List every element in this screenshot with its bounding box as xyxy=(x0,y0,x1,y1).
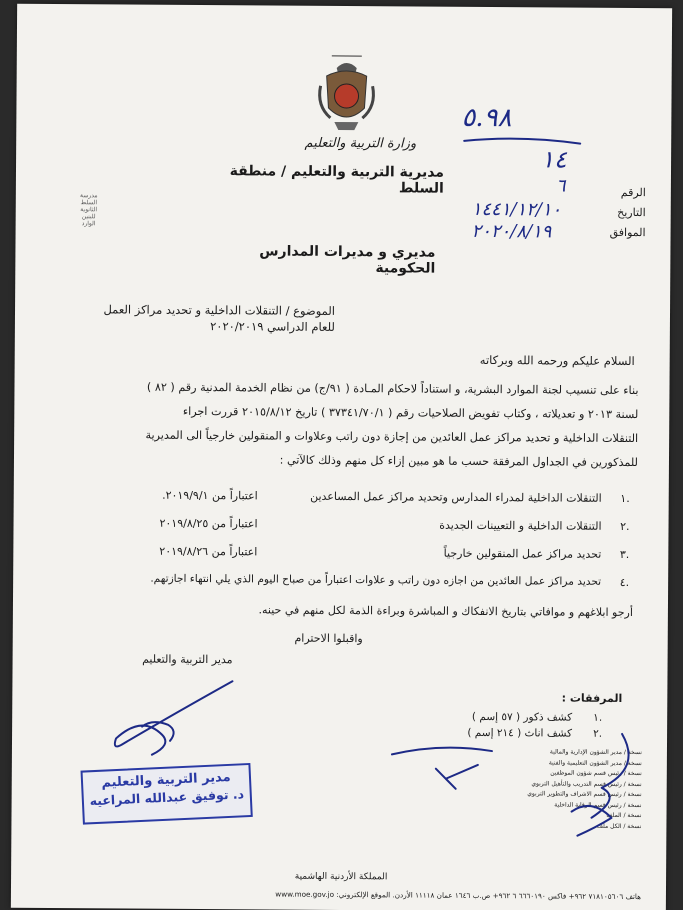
body-line: التنقلات الداخلية و تحديد مراكز عمل العائدين من إجازة دون راتب وعلاوات و المنقولين خارجياً الى المديرية xyxy=(145,428,639,446)
item-text: التنقلات الداخلية و التعيينات الجديدة xyxy=(439,518,602,533)
copy-line: نسخة / الملف xyxy=(606,811,642,820)
attachment-item: كشف اناث ( ٢١٤ إسم ) xyxy=(467,726,573,740)
body-line: للمذكورين في الجداول المرفقة حسب ما هو مبين إزاء كل منهم وذلك كالآتي : xyxy=(279,453,639,470)
copy-line: نسخة / مدير الشؤون الإدارية والمالية xyxy=(549,748,642,757)
side-stamp-line: السلط xyxy=(80,199,98,207)
ministry-calligraphy: وزارة التربية والتعليم xyxy=(304,135,417,152)
copy-line: نسخة / الكل ملف xyxy=(596,822,642,830)
item-number: .٤ xyxy=(619,575,630,590)
body-line: لسنة ٢٠١٣ و تعديلاته ، وكتاب تفويض الصلاحيات رقم ( ٣٧٣٤١/٧٠/١ ) تاريخ ٢٠١٥/٨/١٢ قررت اجراء xyxy=(182,404,639,422)
request-text: أرجو ابلاغهم و موافاتي بتاريخ الانفكاك و المباشرة وبراءة الذمة لكل منهم في حينه. xyxy=(258,603,633,620)
body-line: بناء على تنسيب لجنة الموارد البشرية، و استناداً لاحكام المـادة ( ٩١/ج) من نظام الخدمة المدنية رقم ( ٨٢ ) xyxy=(146,380,639,398)
coat-of-arms-icon xyxy=(306,46,387,137)
greg-label: الموافق xyxy=(609,225,646,240)
item-text: تحديد مراكز عمل العائدين من اجازه دون راتب و علاوات اعتباراً من صباح اليوم الذي يلي انتهاء اجازتهم. xyxy=(150,572,602,588)
side-stamp-line: مدرسة xyxy=(80,192,98,200)
stamp-line1: مدير التربية والتعليم xyxy=(101,769,231,791)
handwritten-ref: ٦ xyxy=(555,175,566,197)
signature-icon xyxy=(82,674,243,765)
side-stamp-line: الوارد xyxy=(81,220,96,228)
directorate-title: مديرية التربية والتعليم / منطقة السلط xyxy=(229,163,445,197)
item-number: .١ xyxy=(620,491,630,506)
side-stamp-line: الثانوية xyxy=(80,206,98,214)
ref-label: الرقم xyxy=(620,185,646,200)
item-number: .٣ xyxy=(619,547,630,562)
copy-line: نسخة / رئيس قسم الرقابة الداخلية xyxy=(554,800,642,809)
item-date: اعتباراً من ٢٠١٩/٩/١. xyxy=(162,488,258,503)
footer-country: المملكة الأردنية الهاشمية xyxy=(294,871,388,883)
item-number: .٢ xyxy=(620,519,630,534)
item-date: اعتباراً من ٢٠١٩/٨/٢٥ xyxy=(159,516,258,531)
greeting: السلام عليكم ورحمه الله وبركاته xyxy=(479,352,635,369)
stamp-line2: د. توفيق عبدالله المراعيه xyxy=(89,786,245,809)
addressee: مديري و مديرات المدارس الحكومية xyxy=(259,243,436,277)
handwritten-code: ١٤ xyxy=(540,145,567,174)
attachment-number: .٢ xyxy=(593,727,603,740)
official-stamp xyxy=(81,763,253,825)
signatory-title: مدير التربية والتعليم xyxy=(142,652,233,667)
copy-line: نسخة / مدير الشؤون التعليمية والفنية xyxy=(548,758,642,767)
footer-contact: هاتف ٧١٨١٠٥٦٠٦ ٩٦٢+ فاكس ٦٦٦٠١٩٠ ٦ ٩٦٢+ ص.ب ١٦٤٦ عمان ١١١١٨ الأردن. الموقع الإلكتروني: www.moe.gov.jo xyxy=(275,889,641,902)
side-stamp-line: للبنين xyxy=(81,213,96,221)
subject-line1: الموضوع / التنقلات الداخلية و تحديد مراكز العمل xyxy=(103,302,336,318)
attachment-number: .١ xyxy=(593,711,603,724)
copy-line: نسخة / رئيس قسم التدريب والتأهيل التربوي xyxy=(531,779,642,788)
copy-line: نسخة / رئيس قسم الاشراف والتطوير التربوي xyxy=(527,790,642,799)
hijri-label: التاريخ xyxy=(617,205,646,220)
handwritten-greg: ٢٠٢٠/٨/١٩ xyxy=(471,220,552,243)
handwritten-number: ٥.٩٨ xyxy=(461,102,512,134)
attachment-item: كشف ذكور ( ٥٧ إسم ) xyxy=(471,710,573,724)
item-text: تحديد مراكز عمل المنقولين خارجياً xyxy=(443,546,602,561)
initials-icon xyxy=(381,726,662,858)
item-date: اعتباراً من ٢٠١٩/٨/٢٦ xyxy=(159,544,258,559)
attachments-title: المرفقات : xyxy=(561,691,623,705)
copy-line: نسخة / رئيس قسم شؤون الموظفين xyxy=(550,769,642,778)
document-page xyxy=(11,4,672,910)
side-stamp xyxy=(54,192,124,238)
subject-line2: للعام الدراسي ٢٠٢٠/٢٠١٩ xyxy=(210,319,335,334)
item-text: التنقلات الداخلية لمدراء المدارس وتحديد مراكز عمل المساعدين xyxy=(310,489,602,505)
closing-text: واقبلوا الاحترام xyxy=(294,631,363,646)
handwritten-hijri: ١٤٤١/١٢/١٠ xyxy=(471,198,562,221)
